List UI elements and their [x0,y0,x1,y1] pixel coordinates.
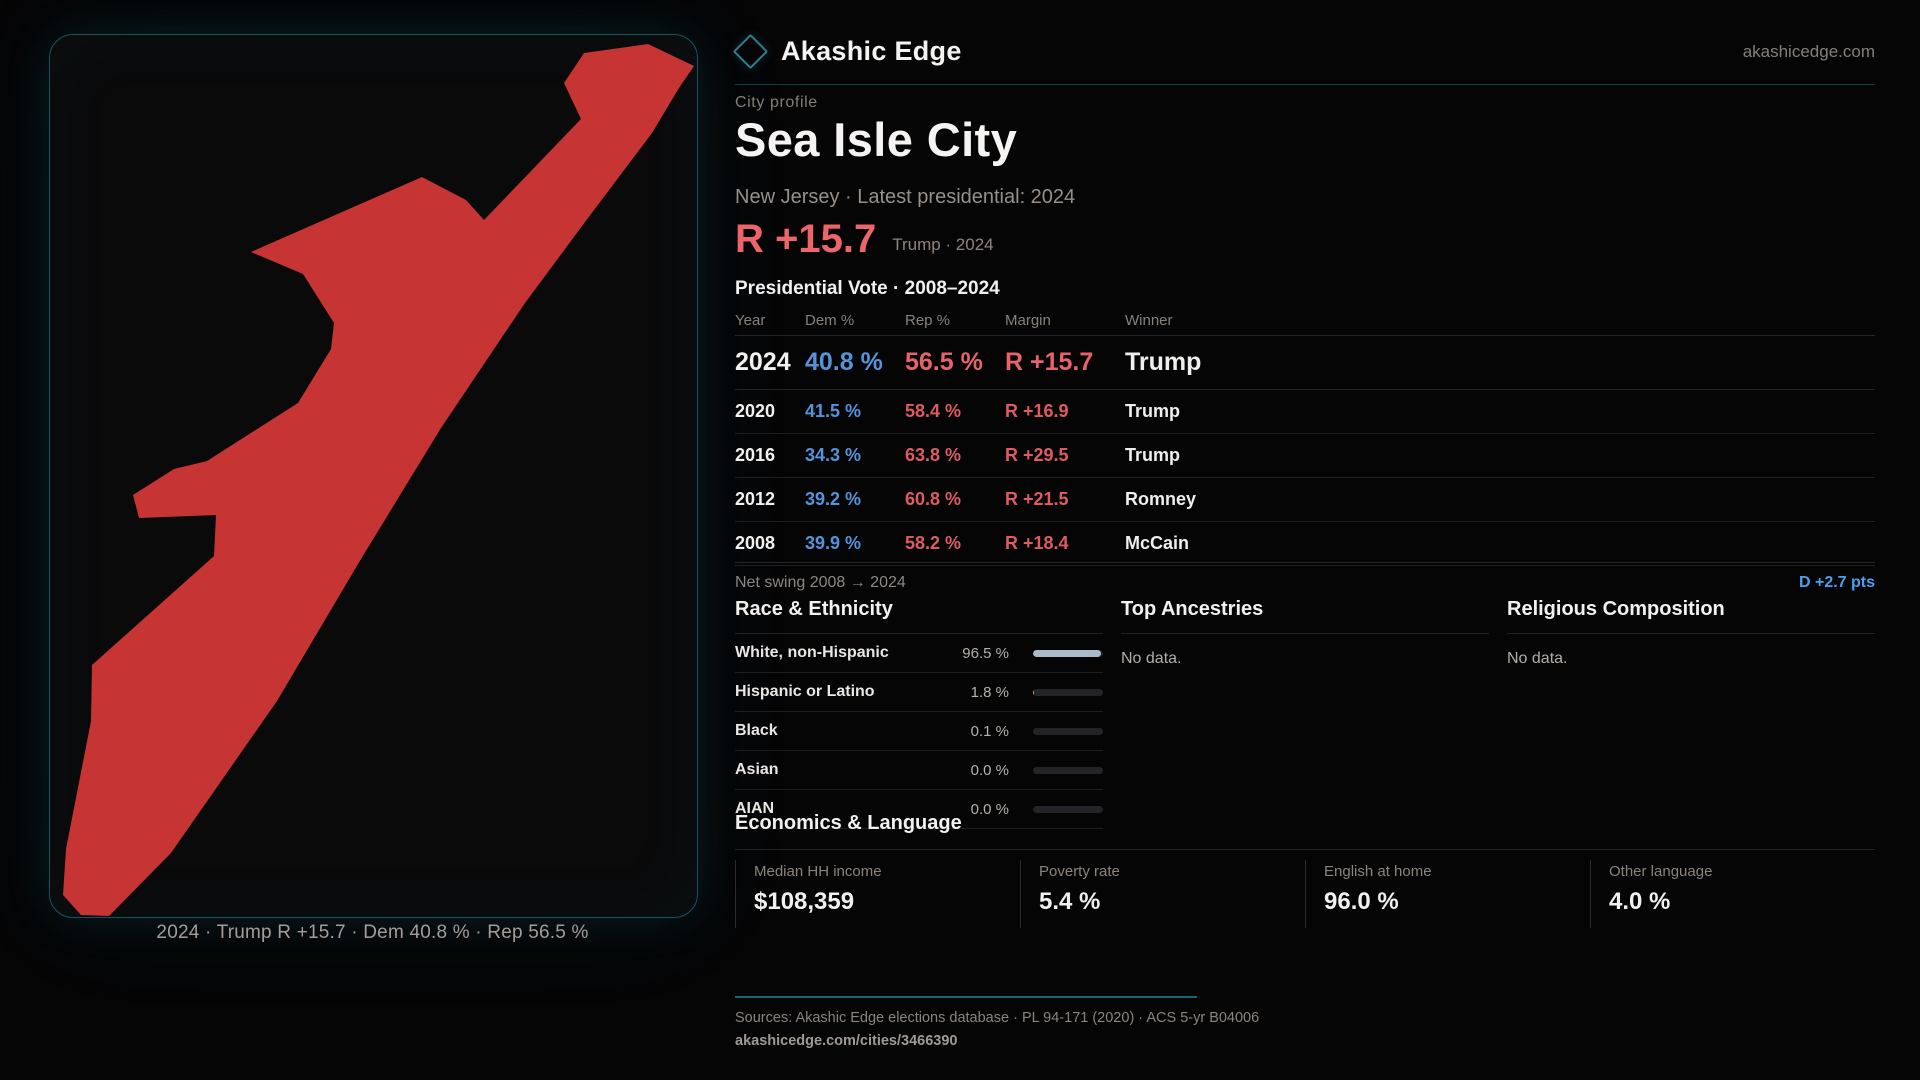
header-divider [735,84,1875,85]
stat-label: English at home [1324,863,1432,880]
vote-table-title: Presidential Vote · 2008–2024 [735,278,1000,299]
race-label: Hispanic or Latino [735,683,875,700]
race-label: AIAN [735,800,775,817]
footer-divider [735,996,1197,998]
cell-winner: McCain [1125,533,1190,553]
stat-card [1305,860,1590,928]
cell-margin: R +15.7 [1005,348,1094,376]
race-value: 96.5 % [962,644,1009,662]
race-bar [1033,728,1103,735]
race-bar [1033,650,1103,657]
table-row [735,478,1875,522]
race-bar-fill [1033,650,1101,657]
ancestries-heading: Top Ancestries [1121,596,1489,634]
cell-margin: R +16.9 [1005,401,1069,421]
religion-section [1507,596,1875,668]
race-bar [1033,689,1103,696]
net-swing-label: Net swing 2008 → 2024 [735,574,906,591]
city-shape-map [50,35,697,917]
cell-rep: 58.2 % [905,533,962,553]
cell-year: 2016 [735,445,776,465]
vote-table-header [735,306,1875,336]
cell-rep: 63.8 % [905,445,962,465]
stat-value: $108,359 [754,888,855,915]
cell-winner: Trump [1125,348,1202,376]
city-map-panel [49,34,698,918]
cell-dem: 41.5 % [805,401,862,421]
race-row [735,634,1103,673]
col-rep: Rep % [905,312,951,329]
race-label: Black [735,722,778,739]
economics-section [735,812,1875,928]
table-row [735,522,1875,566]
page-title: Sea Isle City [735,113,1018,166]
religion-heading: Religious Composition [1507,596,1875,634]
cell-dem: 39.2 % [805,489,862,509]
race-bar-fill [1033,689,1034,696]
economics-stats [735,860,1875,928]
cell-rep: 58.4 % [905,401,962,421]
brand-header [735,36,1875,67]
stat-label: Median HH income [754,863,882,880]
cell-winner: Romney [1125,489,1197,509]
cell-dem: 40.8 % [805,348,883,376]
cell-rep: 60.8 % [905,489,962,509]
race-value: 0.1 % [970,722,1009,740]
ancestries-section [1121,596,1489,668]
page-subtitle: New Jersey · Latest presidential: 2024 [735,186,1076,208]
stat-label: Other language [1609,863,1713,880]
cell-dem: 34.3 % [805,445,862,465]
race-value: 1.8 % [970,683,1009,701]
stat-value: 96.0 % [1324,888,1399,915]
race-bar [1033,767,1103,774]
city-boundary-polygon [63,44,694,916]
city-profile-content [735,0,1875,1080]
cell-year: 2008 [735,533,776,553]
cell-margin: R +18.4 [1005,533,1069,553]
stat-card [1020,860,1305,928]
race-label: White, non-Hispanic [735,644,889,661]
religion-empty-state: No data. [1507,650,1568,667]
race-heading: Race & Ethnicity [735,596,1103,634]
col-dem: Dem % [805,312,855,329]
col-year: Year [735,312,766,329]
net-swing-row [735,562,1875,592]
cell-year: 2024 [735,348,791,376]
footer-permalink-link[interactable]: akashicedge.com/cities/3466390 [735,1033,958,1049]
col-margin: Margin [1005,312,1051,329]
brand-diamond-icon [733,34,768,69]
stat-label: Poverty rate [1039,863,1120,880]
map-caption: 2024 · Trump R +15.7 · Dem 40.8 % · Rep 56.5 % [156,922,589,943]
stat-value: 4.0 % [1609,888,1671,915]
latest-margin-value: R +15.7 [735,217,877,261]
brand-name: Akashic Edge [781,36,962,66]
brand-domain-link[interactable]: akashicedge.com [1742,41,1875,61]
stat-value: 5.4 % [1039,888,1101,915]
page-kicker: City profile [735,94,818,111]
latest-margin-headline [735,219,994,259]
stat-card [1590,860,1875,928]
col-winner: Winner [1125,312,1173,329]
race-row [735,751,1103,790]
economics-heading: Economics & Language [735,812,1875,850]
race-value: 0.0 % [970,800,1009,818]
table-row [735,336,1875,390]
cell-year: 2012 [735,489,776,509]
table-row [735,434,1875,478]
race-value: 0.0 % [970,761,1009,779]
race-ethnicity-section [735,596,1103,829]
cell-winner: Trump [1125,401,1181,421]
footer-sources: Sources: Akashic Edge elections database · PL 94-171 (2020) · ACS 5-yr B04006 [735,1010,1260,1026]
cell-year: 2020 [735,401,776,421]
ancestries-empty-state: No data. [1121,650,1182,667]
stat-card [735,860,1020,928]
race-row [735,673,1103,712]
latest-margin-context: Trump · 2024 [892,235,994,254]
table-row [735,390,1875,434]
cell-rep: 56.5 % [905,348,983,376]
race-row [735,712,1103,751]
cell-margin: R +29.5 [1005,445,1069,465]
net-swing-value: D +2.7 pts [1798,574,1875,591]
cell-margin: R +21.5 [1005,489,1069,509]
cell-winner: Trump [1125,445,1181,465]
vote-table [735,306,1875,566]
cell-dem: 39.9 % [805,533,862,553]
race-label: Asian [735,761,779,778]
